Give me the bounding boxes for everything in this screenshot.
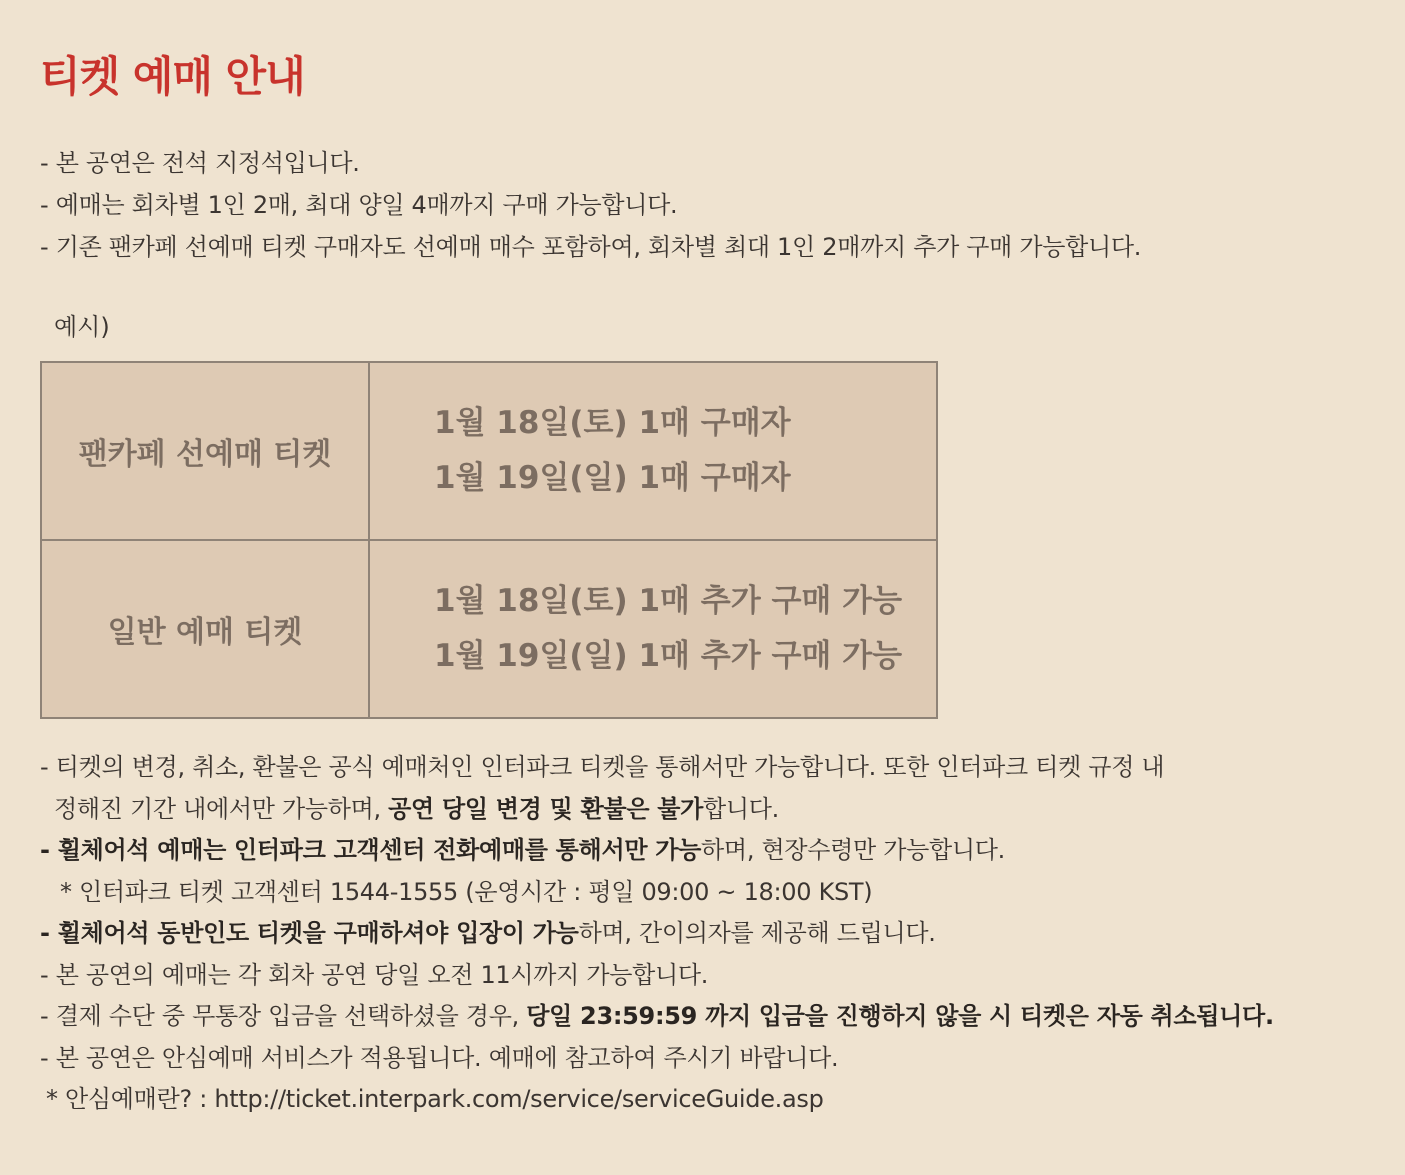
note-safe-booking: - 본 공연은 안심예매 서비스가 적용됩니다. 예매에 참고하여 주시기 바랍니다.	[40, 1043, 839, 1072]
ticket-type-cell: 팬카페 선예매 티켓	[41, 362, 369, 540]
note-wheelchair-companion	[40, 913, 1274, 955]
note-emphasis: 공연 당일 변경 및 환불은 불가	[388, 794, 704, 823]
detail-line: 1월 18일(토) 1매 추가 구매 가능	[434, 583, 903, 619]
note-text: 하며, 간이의자를 제공해 드립니다.	[578, 919, 936, 947]
note-emphasis: 당일 23:59:59 까지 입금을 진행하지 않을 시 티켓은 자동 취소됩니다.	[526, 1002, 1274, 1030]
ticket-detail-cell	[369, 362, 937, 540]
note-emphasis: - 휠체어석 예매는 인터파크 고객센터 전화예매를 통해서만 가능	[40, 836, 702, 864]
top-notes-list	[40, 142, 1141, 268]
note-change-policy: - 티켓의 변경, 취소, 환불은 공식 예매처인 인터파크 티켓을 통해서만 가능합니다. 또한 인터파크 티켓 규정 내	[40, 753, 1165, 781]
detail-line: 1월 19일(일) 1매 추가 구매 가능	[434, 638, 903, 674]
example-label: 예시)	[54, 313, 110, 341]
note-booking-deadline: - 본 공연의 예매는 각 회차 공연 당일 오전 11시까지 가능합니다.	[40, 960, 709, 989]
table-row	[41, 362, 937, 540]
note-text: - 결제 수단 중 무통장 입금을 선택하셨을 경우,	[40, 1002, 527, 1030]
ticket-type-cell: 일반 예매 티켓	[41, 540, 369, 718]
note-emphasis: - 휠체어석 동반인도 티켓을 구매하셔야 입장이 가능	[40, 919, 579, 947]
table-row	[41, 540, 937, 718]
example-table	[40, 361, 938, 719]
note-bank-transfer	[40, 996, 1274, 1038]
note-reserved-seating: - 본 공연은 전석 지정석입니다.	[40, 149, 360, 177]
note-call-center: * 인터파크 티켓 고객센터 1544-1555 (운영시간 : 평일 09:00 ~ 18:00 KST)	[60, 877, 873, 906]
note-wheelchair-booking	[40, 830, 1274, 872]
ticket-detail-cell	[369, 540, 937, 718]
page-title: 티켓 예매 안내	[40, 52, 305, 101]
note-text: 합니다.	[703, 794, 780, 823]
note-text: 정해진 기간 내에서만 가능하며,	[54, 794, 389, 823]
note-change-policy-cont	[40, 789, 1274, 831]
detail-line: 1월 18일(토) 1매 구매자	[434, 405, 791, 441]
note-safe-booking-link: * 안심예매란? : http://ticket.interpark.com/service/serviceGuide.asp	[46, 1085, 824, 1113]
bottom-notes-list	[40, 747, 1274, 1121]
note-text: 하며, 현장수령만 가능합니다.	[701, 836, 1005, 864]
note-ticket-limit: - 예매는 회차별 1인 2매, 최대 양일 4매까지 구매 가능합니다.	[40, 191, 678, 219]
note-fancafe-presale: - 기존 팬카페 선예매 티켓 구매자도 선예매 매수 포함하여, 회차별 최대 1인 2매까지 추가 구매 가능합니다.	[40, 233, 1142, 261]
detail-line: 1월 19일(일) 1매 구매자	[434, 460, 791, 496]
